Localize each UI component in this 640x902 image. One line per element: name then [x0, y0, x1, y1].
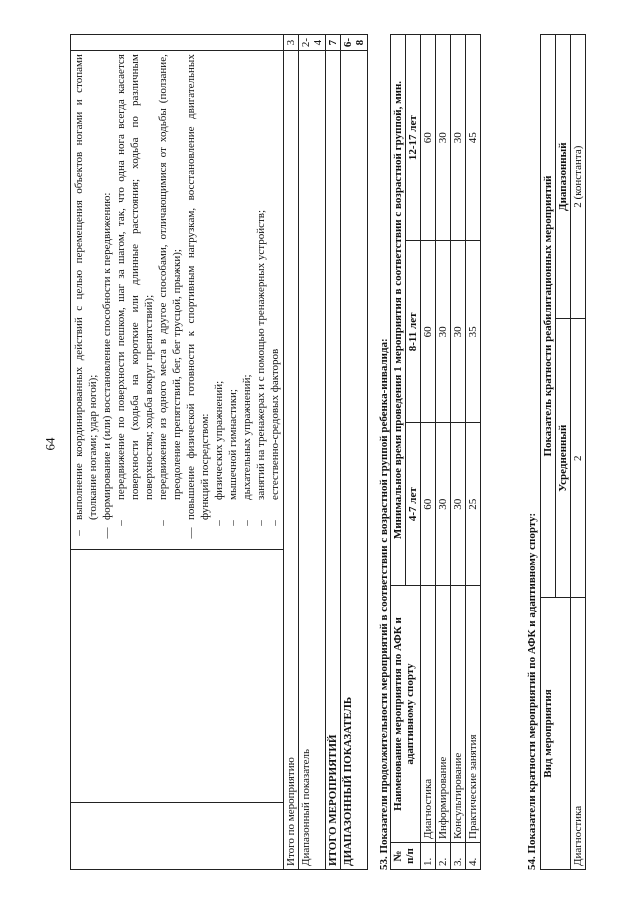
list-item: – физических упражнений; — [213, 380, 225, 526]
col-name-header: Наименование мероприятия по АФК и адаптивному спорту — [391, 586, 421, 843]
rotated-page-content — [0, 34, 640, 870]
table53-heading: 53. Показатели продолжительности мероприятий в соответствии с возрастной группой ребенка-инвалида: — [378, 338, 390, 870]
list-item: – передвижение из одного места в другое способами, отличающимися от ходьбы (ползание, преодоление препятствий, бег, бег трусцой, прыжки); — [157, 54, 183, 526]
list-item: – выполнение координированных действий с целью перемещения объектов ногами и стопами (толкание ногами; удар ногой); — [73, 54, 99, 536]
age-group-header: 4-7 лет — [406, 423, 421, 586]
col-num-header: № п/п — [391, 843, 421, 870]
page-number: 64 — [42, 437, 58, 451]
empty-cell — [71, 35, 284, 51]
summary-value: 3 — [284, 35, 299, 51]
summary-row — [326, 35, 341, 870]
upper-table — [70, 34, 368, 870]
summary-label: ИТОГО МЕРОПРИЯТИЙ — [326, 51, 341, 870]
empty-cell — [71, 803, 284, 870]
summary-value: 6-8 — [341, 35, 368, 51]
list-item: – мышечной гимнастики; — [227, 389, 239, 526]
list-item: – передвижение по поверхности пешком, шаг за шагом, так, что одна нога всегда касается поверхности (ходьба на короткие или длинные расстояния; ходьба по различным поверхностям; ходьба вокруг препятствий); — [115, 54, 155, 526]
table54 — [540, 34, 586, 870]
col-avg-header: Усредненный — [556, 319, 571, 598]
age-group-header: 12-17 лет — [406, 35, 421, 241]
empty-cell — [71, 550, 284, 803]
summary-row — [284, 35, 299, 870]
table54-heading: 54. Показатели кратности мероприятий по АФК и адаптивному спорту: — [526, 512, 538, 870]
table-row: 1. Диагностика 60 60 60 — [421, 35, 436, 870]
age-group-header: 8-11 лет — [406, 241, 421, 423]
col-group-header: Показатель кратности реабилитационных мероприятий — [541, 35, 556, 598]
summary-label: Диапазонный показатель — [299, 51, 326, 870]
table-row: 2. Информирование 30 30 30 — [436, 35, 451, 870]
table53 — [390, 34, 481, 870]
list-item: — повышение физической готовности к спортивным нагрузкам, восстановление двигательных функций посредством: — [185, 54, 211, 539]
summary-value: 7 — [326, 35, 341, 51]
summary-label: ДИАПАЗОННЫЙ ПОКАЗАТЕЛЬ — [341, 51, 368, 870]
table-row: Диагностика 2 2 (константа) — [571, 35, 586, 870]
summary-value: 2-4 — [299, 35, 326, 51]
col-group-header: Минимальное время проведения 1 мероприятия в соответствии с возрастной группой, мин. — [391, 35, 406, 586]
list-item: – естественно-средовых факторов — [269, 348, 281, 526]
list-item: – дыхательных упражнений; — [241, 374, 253, 526]
table-row: 4. Практические занятия 25 35 45 — [466, 35, 481, 870]
col-name-header: Вид мероприятия — [541, 598, 571, 870]
summary-row — [299, 35, 326, 870]
summary-row — [341, 35, 368, 870]
list-item: — формирование и (или) восстановление способности к передвижению: — [101, 192, 113, 539]
col-range-header: Диапазонный — [556, 35, 571, 319]
summary-label: Итого по мероприятию — [284, 51, 299, 870]
activity-list-cell — [71, 51, 284, 550]
list-item: – занятий на тренажерах и с помощью тренажерных устройств; — [255, 209, 267, 526]
table-row: 3. Консультирование 30 30 30 — [451, 35, 466, 870]
